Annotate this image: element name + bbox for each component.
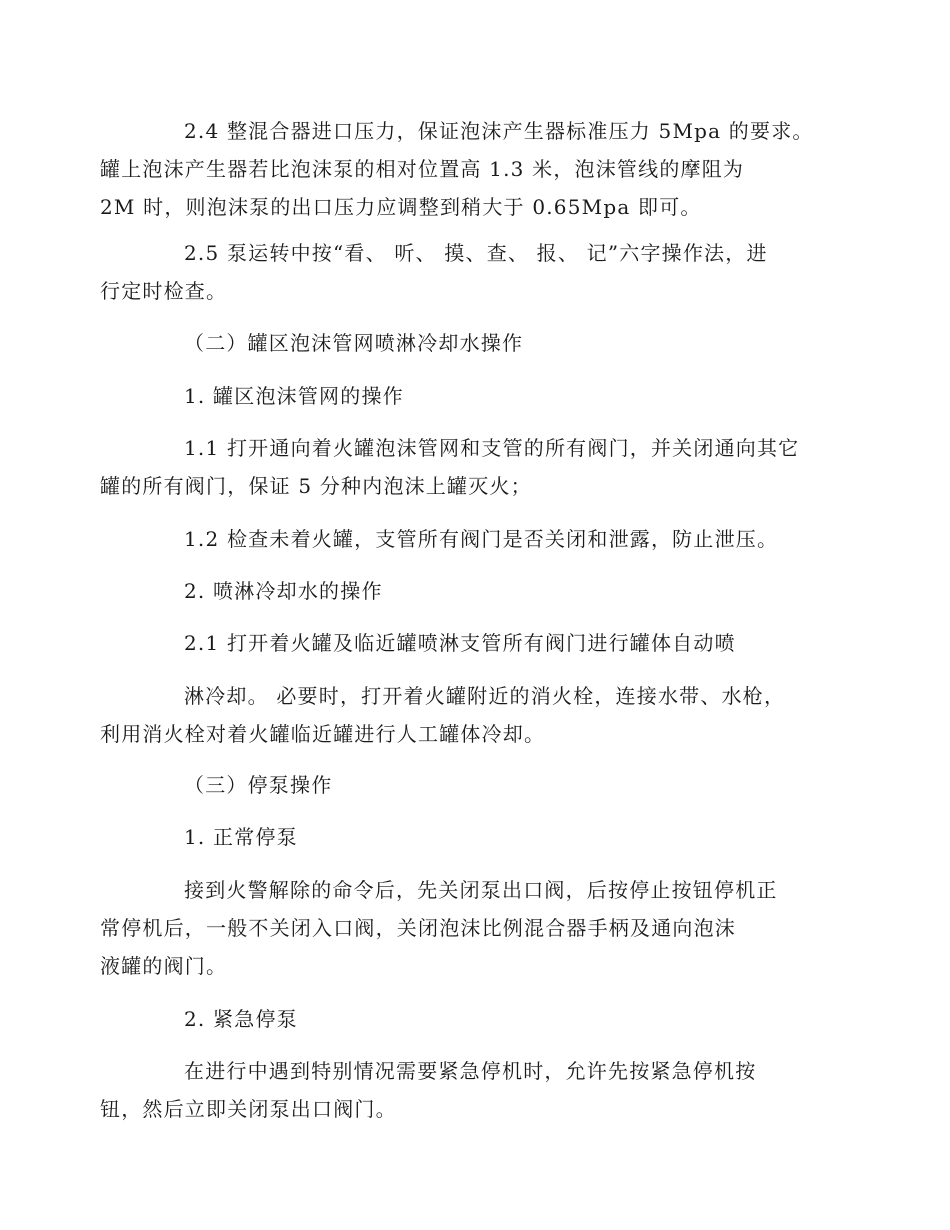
- text-line: 2.5 泵运转中按“看、 听、 摸、查、 报、 记”六字操作法，进: [184, 241, 768, 265]
- heading-text: 1. 正常停泵: [184, 825, 298, 849]
- paragraph-2-1-continued: [100, 677, 812, 753]
- paragraph-2-1: [142, 624, 812, 662]
- paragraph-3-2: [100, 1052, 812, 1128]
- text-line: 液罐的阀门。: [100, 954, 228, 978]
- subheading-3-2: [142, 1000, 812, 1038]
- text-line: 2.1 打开着火罐及临近罐喷淋支管所有阀门进行罐体自动喷: [184, 631, 736, 655]
- text-line: 2M 时，则泡沫泵的出口压力应调整到稍大于 0.65Mpa 即可。: [100, 195, 702, 219]
- text-line: 接到火警解除的命令后，先关闭泵出口阀，后按停止按钮停机正: [184, 878, 778, 902]
- text-line: 罐上泡沫产生器若比泡沫泵的相对位置高 1.3 米，泡沫管线的摩阻为: [100, 157, 745, 181]
- text-line: 钮，然后立即关闭泵出口阀门。: [100, 1097, 397, 1121]
- section-heading-2: [142, 324, 812, 362]
- text-line: 在进行中遇到特别情况需要紧急停机时，允许先按紧急停机按: [184, 1059, 757, 1083]
- paragraph-1-1: [100, 429, 812, 505]
- paragraph-3-1: [100, 871, 812, 985]
- text-line: 利用消火栓对着火罐临近罐进行人工罐体冷却。: [100, 722, 546, 746]
- heading-text: 2. 喷淋冷却水的操作: [184, 579, 383, 603]
- paragraph-2-4: [100, 112, 814, 226]
- subheading-2: [142, 572, 812, 610]
- paragraph-2-5: [100, 234, 812, 310]
- text-line: 行定时检查。: [100, 279, 228, 303]
- text-line: 2.4 整混合器进口压力，保证泡沫产生器标准压力 5Mpa 的要求。: [184, 119, 814, 143]
- heading-text: （三）停泵操作: [184, 773, 333, 797]
- subheading-1: [142, 377, 812, 415]
- subheading-3-1: [142, 818, 812, 856]
- text-line: 淋冷却。 必要时，打开着火罐附近的消火栓，连接水带、水枪，: [184, 684, 786, 708]
- heading-text: 1. 罐区泡沫管网的操作: [184, 384, 404, 408]
- text-line: 常停机后，一般不关闭入口阀，关闭泡沫比例混合器手柄及通向泡沫: [100, 916, 736, 940]
- text-line: 1.2 检查未着火罐，支管所有阀门是否关闭和泄露，防止泄压。: [184, 527, 779, 551]
- heading-text: （二）罐区泡沫管网喷淋冷却水操作: [184, 331, 524, 355]
- text-line: 罐的所有阀门，保证 5 分种内泡沫上罐灭火；: [100, 474, 532, 498]
- heading-text: 2. 紧急停泵: [184, 1007, 298, 1031]
- paragraph-1-2: [142, 520, 812, 558]
- section-heading-3: [142, 766, 812, 804]
- text-line: 1.1 打开通向着火罐泡沫管网和支管的所有阀门，并关闭通向其它: [184, 436, 800, 460]
